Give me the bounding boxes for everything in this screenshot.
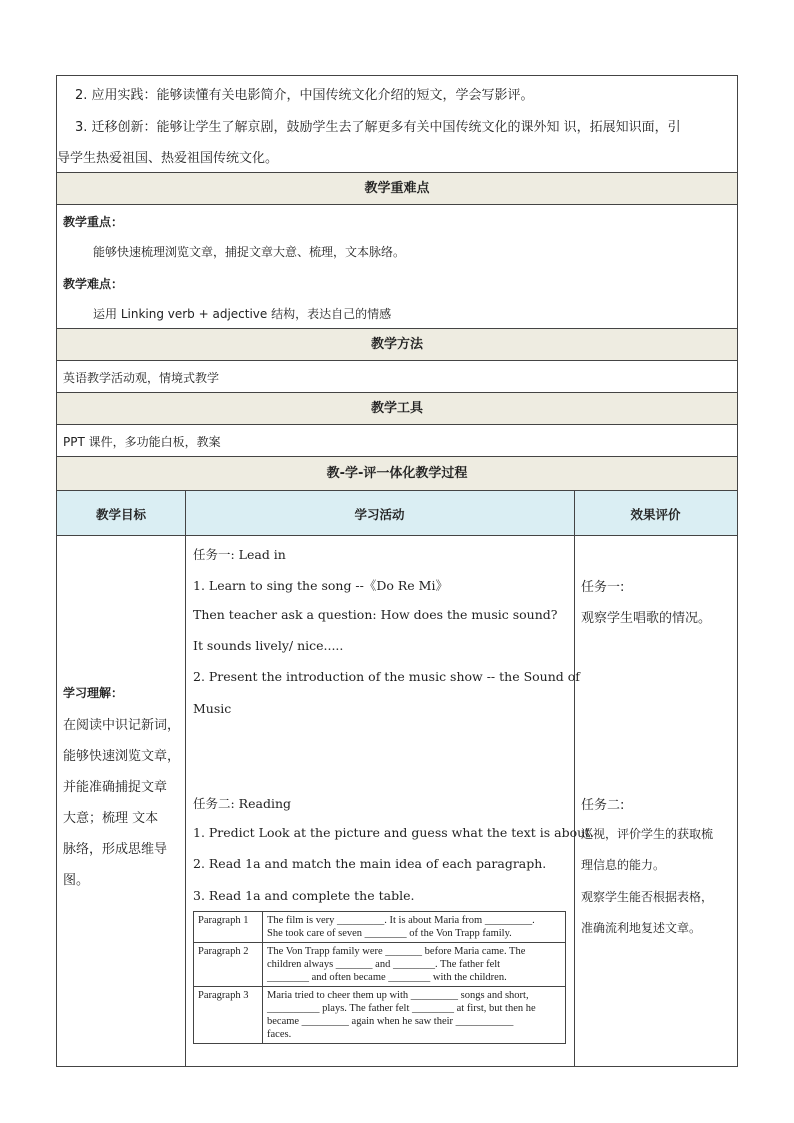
- task2-line-1: 1. Predict Look at the picture and guess what the text is about.: [193, 825, 595, 840]
- tools-row: [57, 425, 737, 457]
- focus-text: 能够快速梳理浏览文章，捕捉文章大意、梳理，文本脉络。: [93, 245, 406, 259]
- objective-item-3-line1: 3. 迁移创新：能够让学生了解京剧，鼓励学生去了解更多有关中国传统文化的课外知 识，拓展知识面，引: [75, 120, 681, 135]
- col-goal-header: 教学目标: [95, 507, 146, 522]
- task1-line-5: Music: [193, 701, 232, 716]
- process-columns-row: [57, 491, 737, 536]
- paragraph-text: [263, 943, 566, 987]
- tools-header: 教学工具: [370, 401, 423, 416]
- process-body-row: [57, 536, 737, 1066]
- paragraph-table-wrap: [193, 911, 566, 1044]
- eval-task2-line-1: 巡视，评价学生的获取梳: [581, 827, 714, 841]
- col-eval-header: 效果评价: [630, 507, 681, 522]
- task1-line-1: 1. Learn to sing the song --《Do Re Mi》: [193, 578, 448, 593]
- methods-text: 英语教学活动观，情境式教学: [63, 371, 220, 385]
- paragraph-text-line: The Von Trapp family were _______ before Maria came. The: [267, 946, 526, 957]
- task1-line-3: It sounds lively/ nice.....: [193, 638, 344, 653]
- focus-label: 教学重点：: [63, 215, 124, 229]
- goal-line-5: 脉络，形成思维导: [63, 842, 168, 857]
- task2-line-2: 2. Read 1a and match the main idea of each paragraph.: [193, 856, 547, 871]
- paragraph-text-line: faces.: [267, 1029, 292, 1040]
- paragraph-row: [194, 987, 566, 1044]
- task1-line-2: Then teacher ask a question: How does the music sound?: [193, 607, 558, 622]
- paragraph-text-line: Maria tried to cheer them up with _________ songs and short,: [267, 990, 529, 1001]
- eval-task2-title: 任务二:: [581, 798, 625, 813]
- goal-line-4: 大意；梳理 文本: [63, 811, 159, 826]
- paragraph-table: [193, 911, 566, 1044]
- key-points-row: [57, 205, 737, 329]
- task1-title: 任务一: Lead in: [193, 547, 286, 562]
- process-header-row: [57, 457, 737, 491]
- paragraph-text: [263, 912, 566, 943]
- eval-task2-line-3: 观察学生能否根据表格，: [581, 890, 714, 904]
- eval-task1-title: 任务一:: [581, 580, 625, 595]
- goal-line-2: 能够快速浏览文章，: [63, 749, 181, 764]
- paragraph-text-line: She took care of seven ________ of the Von Trapp family.: [267, 928, 512, 939]
- paragraph-text-line: became _________ again when he saw their ___________: [267, 1016, 514, 1027]
- objective-item-3-line2: 导学生热爱祖国、热爱祖国传统文化。: [57, 151, 279, 166]
- goal-line-6: 图。: [63, 873, 90, 888]
- paragraph-text: [263, 987, 566, 1044]
- goal-line-3: 并能准确捕捉文章: [63, 780, 168, 795]
- paragraph-text-line: __________ plays. The father felt ________ at first, but then he: [267, 1003, 536, 1014]
- lesson-plan-table: [56, 75, 738, 1067]
- eval-task1-text: 观察学生唱歌的情况。: [581, 611, 712, 626]
- task2-title: 任务二: Reading: [193, 796, 291, 811]
- paragraph-text-line: ________ and often became ________ with the children.: [267, 972, 507, 983]
- methods-header-row: [57, 329, 737, 361]
- paragraph-text-line: children always _______ and ________. The father felt: [267, 959, 501, 970]
- process-header: 教-学-评一体化教学过程: [326, 466, 468, 481]
- paragraph-label: Paragraph 2: [194, 943, 263, 987]
- paragraph-label: Paragraph 1: [194, 912, 263, 943]
- paragraph-row: [194, 912, 566, 943]
- objectives-row: [57, 76, 737, 173]
- methods-row: [57, 361, 737, 393]
- paragraph-row: [194, 943, 566, 987]
- paragraph-label: Paragraph 3: [194, 987, 263, 1044]
- task1-line-4: 2. Present the introduction of the music show -- the Sound of: [193, 669, 580, 684]
- eval-task2-line-2: 理信息的能力。: [581, 858, 666, 872]
- tools-header-row: [57, 393, 737, 425]
- tools-text: PPT 课件，多功能白板，教案: [63, 435, 221, 449]
- key-points-header: 教学重难点: [364, 181, 430, 196]
- col-activity-header: 学习活动: [354, 507, 405, 522]
- key-points-header-row: [57, 173, 737, 205]
- difficulty-text: 运用 Linking verb + adjective 结构，表达自己的情感: [93, 307, 392, 321]
- goal-line-1: 在阅读中识记新词，: [63, 718, 181, 733]
- objective-item-2: 2. 应用实践：能够读懂有关电影简介，中国传统文化介绍的短文，学会写影评。: [75, 88, 534, 103]
- goal-label: 学习理解：: [63, 686, 124, 700]
- difficulty-label: 教学难点：: [63, 277, 124, 291]
- paragraph-text-line: The film is very _________. It is about Maria from _________.: [267, 915, 535, 926]
- task2-line-3: 3. Read 1a and complete the table.: [193, 888, 415, 903]
- methods-header: 教学方法: [370, 337, 423, 352]
- eval-task2-line-4: 准确流利地复述文章。: [581, 921, 702, 935]
